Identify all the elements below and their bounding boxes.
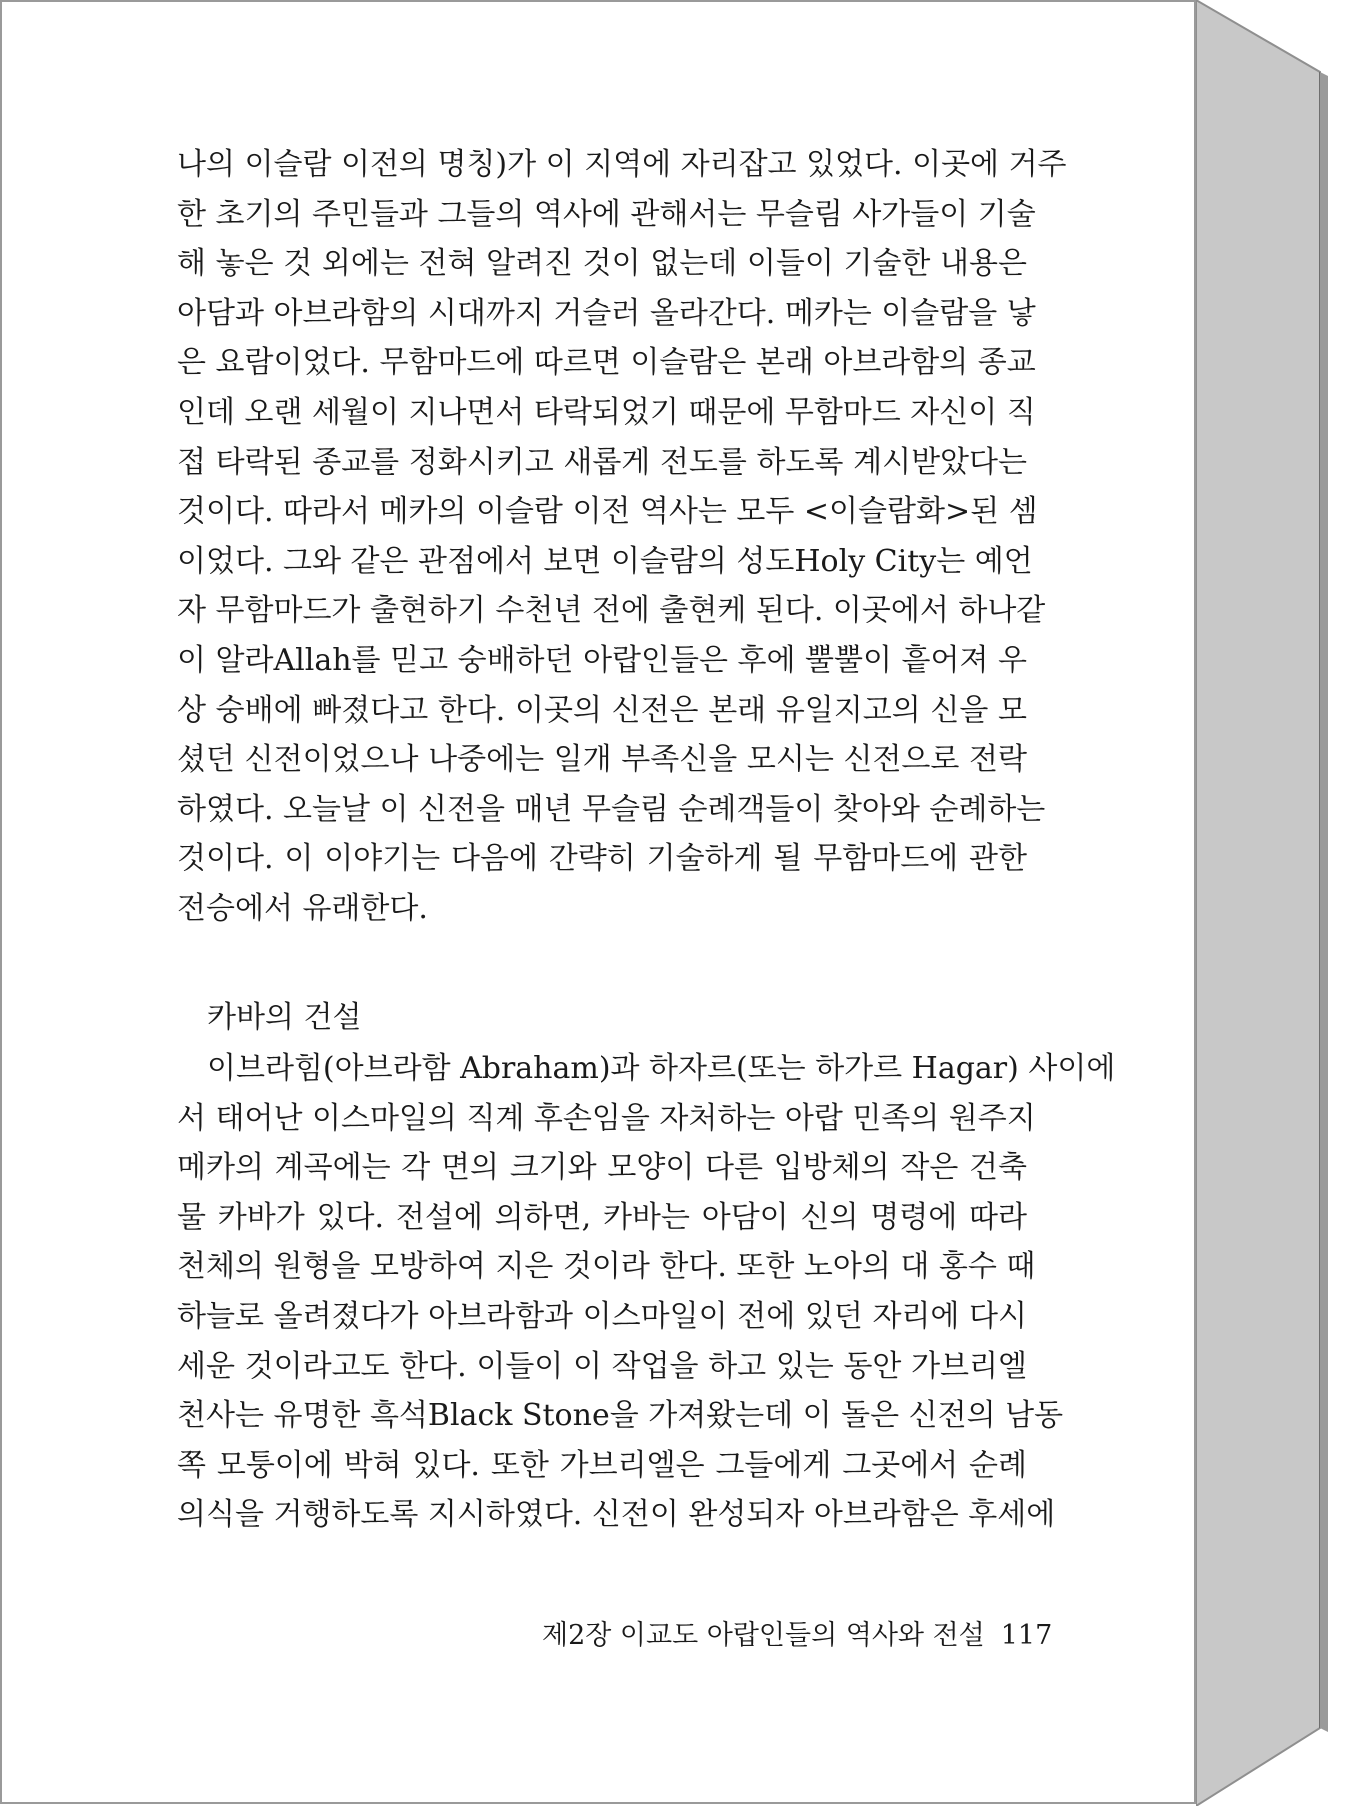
- page-stack-edge: [1196, 0, 1346, 1806]
- running-footer: [542, 1616, 1053, 1656]
- text-line: 해 놓은 것 외에는 전혀 알려진 것이 없는데 이들이 기술한 내용은: [177, 246, 1027, 282]
- text-line: 것이다. 이 이야기는 다음에 간략히 기술하게 될 무함마드에 관한: [177, 841, 1027, 877]
- text-line: 물 카바가 있다. 전설에 의하면, 카바는 아담이 신의 명령에 따라: [177, 1199, 1027, 1235]
- paragraph-1: [177, 140, 1067, 934]
- text-line: 메카의 계곡에는 각 면의 크기와 모양이 다른 입방체의 작은 건축: [177, 1150, 1027, 1186]
- text-line: 자 무함마드가 출현하기 수천년 전에 출현케 된다. 이곳에서 하나같: [177, 593, 1046, 629]
- text-line: 세운 것이라고도 한다. 이들이 이 작업을 하고 있는 동안 가브리엘: [177, 1348, 1027, 1384]
- text-line: 쪽 모퉁이에 박혀 있다. 또한 가브리엘은 그들에게 그곳에서 순례: [177, 1447, 1027, 1483]
- text-line: 이었다. 그와 같은 관점에서 보면 이슬람의 성도Holy City는 예언: [177, 543, 1033, 579]
- text-line: 하였다. 오늘날 이 신전을 매년 무슬림 순례객들이 찾아와 순례하는: [177, 791, 1046, 827]
- text-line: 아담과 아브라함의 시대까지 거슬러 올라간다. 메카는 이슬람을 낳: [177, 295, 1036, 331]
- section-heading: 카바의 건설: [207, 1000, 362, 1035]
- text-line: 천체의 원형을 모방하여 지은 것이라 한다. 또한 노아의 대 홍수 때: [177, 1249, 1036, 1285]
- text-line: 은 요람이었다. 무함마드에 따르면 이슬람은 본래 아브라함의 종교: [177, 345, 1036, 381]
- page-number: 117: [1000, 1620, 1053, 1651]
- text-line: 천사는 유명한 흑석Black Stone을 가져왔는데 이 돌은 신전의 남동: [177, 1398, 1064, 1434]
- text-line: 서 태어난 이스마일의 직계 후손임을 자처하는 아랍 민족의 원주지: [177, 1100, 1036, 1136]
- text-line: 전승에서 유래한다.: [177, 890, 428, 926]
- text-line: 접 타락된 종교를 정화시키고 새롭게 전도를 하도록 계시받았다는: [177, 444, 1027, 480]
- text-line: 한 초기의 주민들과 그들의 역사에 관해서는 무슬림 사가들이 기술: [177, 196, 1036, 232]
- text-line: 이브라힘(아브라함 Abraham)과 하자르(또는 하가르 Hagar) 사이에: [207, 1051, 1116, 1086]
- text-line: 의식을 거행하도록 지시하였다. 신전이 완성되자 아브라함은 후세에: [177, 1497, 1056, 1533]
- text-line: 나의 이슬람 이전의 명칭)가 이 지역에 자리잡고 있었다. 이곳에 거주: [177, 147, 1067, 182]
- text-line: 하늘로 올려졌다가 아브라함과 이스마일이 전에 있던 자리에 다시: [177, 1298, 1027, 1334]
- text-line: 인데 오랜 세월이 지나면서 타락되었기 때문에 무함마드 자신이 직: [177, 394, 1036, 430]
- text-line: 상 숭배에 빠졌다고 한다. 이곳의 신전은 본래 유일지고의 신을 모: [177, 692, 1027, 728]
- chapter-title: 제2장 이교도 아랍인들의 역사와 전설: [542, 1620, 985, 1651]
- text-line: 셨던 신전이었으나 나중에는 일개 부족신을 모시는 신전으로 전락: [177, 742, 1027, 778]
- text-line: 것이다. 따라서 메카의 이슬람 이전 역사는 모두 <이슬람화>된 셈: [177, 494, 1038, 530]
- paragraph-2: [177, 1044, 1116, 1540]
- text-line: 이 알라Allah를 믿고 숭배하던 아랍인들은 후에 뿔뿔이 흩어져 우: [177, 642, 1027, 678]
